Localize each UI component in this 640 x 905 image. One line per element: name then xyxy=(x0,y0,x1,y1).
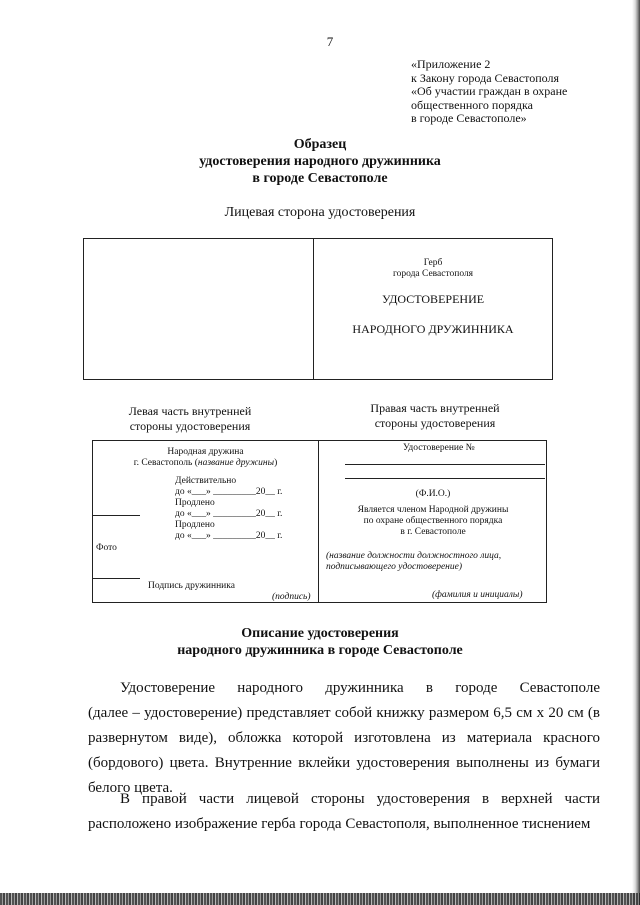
appendix-line: общественного порядка xyxy=(411,97,533,112)
inner-right-label-line: стороны удостоверения xyxy=(374,416,496,430)
date-line: до «___» _________20__ г. xyxy=(175,509,283,519)
position-hint-line: (название должности должностного лица, xyxy=(326,551,502,561)
membership-line: по охране общественного порядка xyxy=(363,516,503,526)
squad-city-line: г. Севастополь (название дружины) xyxy=(133,458,278,468)
description-title xyxy=(0,625,640,659)
membership-line: в г. Севастополе xyxy=(400,527,466,537)
signature-hint: (подпись) xyxy=(272,592,311,602)
extended-label: Продлено xyxy=(175,520,215,530)
appendix-line: к Закону города Севастополя xyxy=(411,70,560,85)
photo-frame-top xyxy=(92,515,140,516)
name-hint: (фамилия и инициалы) xyxy=(432,590,523,600)
inner-right-label xyxy=(340,401,530,431)
sample-title-line: Образец xyxy=(293,137,347,152)
appendix-note xyxy=(411,58,567,126)
scan-bottom-strip xyxy=(0,893,640,905)
appendix-line: «Приложение 2 xyxy=(411,57,491,71)
sample-title-line: в городе Севастополе xyxy=(252,171,388,186)
inner-right-label-line: Правая часть внутренней xyxy=(370,401,500,415)
squad-name xyxy=(93,447,318,469)
appendix-line: «Об участии граждан в охране xyxy=(411,84,568,98)
inner-left-label-line: Левая часть внутренней xyxy=(128,404,252,418)
card-title-line2: НАРОДНОГО ДРУЖИННИКА xyxy=(352,322,514,336)
fio-line-1 xyxy=(345,464,545,465)
position-hint-line: подписывающего удостоверение) xyxy=(326,562,463,572)
fio-hint: (Ф.И.О.) xyxy=(415,489,451,499)
position-hint xyxy=(326,551,501,573)
fio-line-2 xyxy=(345,478,545,479)
sample-title xyxy=(0,136,640,187)
sample-title-line: удостоверения народного дружинника xyxy=(199,154,441,169)
appendix-line: в городе Севастополе» xyxy=(411,111,527,125)
membership-line: Является членом Народной дружины xyxy=(357,505,509,515)
photo-frame-bottom xyxy=(92,578,140,579)
description-title-line: народного дружинника в городе Севастополе xyxy=(177,643,463,658)
inner-left-label-line: стороны удостоверения xyxy=(129,419,251,433)
description-title-line: Описание удостоверения xyxy=(241,626,399,641)
squad-line: Народная дружина xyxy=(167,447,244,457)
paragraph-1-first-line: Удостоверение народного дружинника в городе Севастополе xyxy=(120,680,600,696)
paragraph-1-body: (далее – удостоверение) представляет собой книжку размером 6,5 см х 20 см (в развернутом виде), обложка которой изготовлена из материала красного (бордового) цвета. Внутренние вклейки удостоверения выполнены из бумаги белого цвета. xyxy=(88,705,600,796)
photo-label: Фото xyxy=(96,543,117,553)
extended-label: Продлено xyxy=(175,498,215,508)
certificate-number: Удостоверение № xyxy=(403,443,475,453)
page-number: 7 xyxy=(326,34,334,49)
date-line: до «___» _________20__ г. xyxy=(175,531,283,541)
date-line: до «___» _________20__ г. xyxy=(175,487,283,497)
front-side-label: Лицевая сторона удостоверения xyxy=(224,205,416,220)
paragraph-2-first-line: В правой части лицевой стороны удостоверения в верхней части xyxy=(120,791,600,807)
scan-edge xyxy=(632,0,640,905)
valid-until-block xyxy=(175,476,282,542)
emblem-city: города Севастополя xyxy=(392,269,474,279)
valid-label: Действительно xyxy=(175,476,237,486)
membership-text xyxy=(319,505,547,538)
inner-left-label xyxy=(95,404,285,434)
emblem-label: Герб xyxy=(423,258,443,268)
paragraph-2-second-line: расположено изображение герба города Севастополя, выполненное тиснением xyxy=(88,816,591,832)
card-title-line1: УДОСТОВЕРЕНИЕ xyxy=(381,292,485,306)
emblem-placeholder xyxy=(314,258,552,280)
signature-label: Подпись дружинника xyxy=(148,581,235,591)
